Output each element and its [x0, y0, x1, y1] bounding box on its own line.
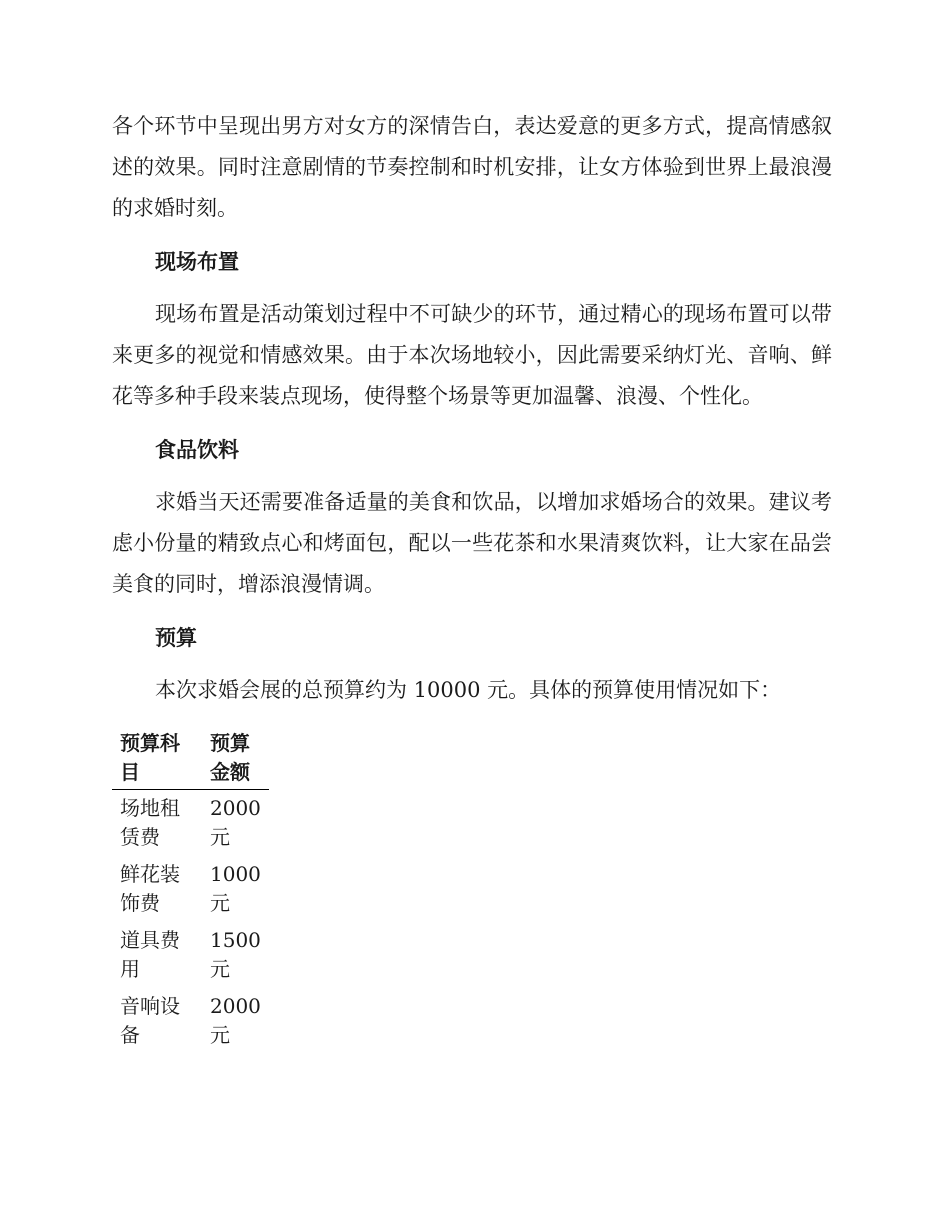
budget-item-cell: 音响设备 — [120, 994, 180, 1047]
header-budget-item: 预算科目 — [112, 729, 202, 790]
budget-item-cell: 场地租赁费 — [120, 796, 180, 849]
table-row — [112, 988, 269, 1054]
section-body-food-drinks: 求婚当天还需要准备适量的美食和饮品，以增加求婚场合的效果。建议考虑小份量的精致点心和烤面包，配以一些花茶和水果清爽饮料，让大家在品尝美食的同时，增添浪漫情调。 — [112, 490, 832, 596]
section-heading-food-drinks: 食品饮料 — [155, 437, 239, 462]
section-heading-budget: 预算 — [155, 625, 197, 650]
section-body-budget: 本次求婚会展的总预算约为 10000 元。具体的预算使用情况如下： — [155, 678, 782, 702]
table-row — [112, 790, 269, 857]
budget-amount-cell: 2000 元 — [210, 994, 261, 1047]
budget-amount-cell: 1500 元 — [210, 928, 261, 981]
budget-item-cell: 鲜花装饰费 — [120, 862, 180, 915]
document-page — [112, 106, 832, 1054]
table-row — [112, 856, 269, 922]
intro-paragraph: 各个环节中呈现出男方对女方的深情告白，表达爱意的更多方式，提高情感叙述的效果。同时注意剧情的节奏控制和时机安排，让女方体验到世界上最浪漫的求婚时刻。 — [112, 114, 832, 220]
budget-amount-cell: 1000 元 — [210, 862, 261, 915]
budget-amount-cell: 2000 元 — [210, 796, 261, 849]
budget-item-cell: 道具费用 — [120, 928, 180, 981]
budget-table-header-row — [112, 729, 269, 790]
section-heading-venue-setup: 现场布置 — [155, 249, 239, 274]
budget-table — [112, 729, 269, 1054]
table-row — [112, 922, 269, 988]
header-budget-amount: 预算金额 — [202, 729, 269, 790]
section-body-venue-setup: 现场布置是活动策划过程中不可缺少的环节，通过精心的现场布置可以带来更多的视觉和情感效果。由于本次场地较小，因此需要采纳灯光、音响、鲜花等多种手段来装点现场，使得整个场景等更加温馨、浪漫、个性化。 — [112, 302, 832, 408]
